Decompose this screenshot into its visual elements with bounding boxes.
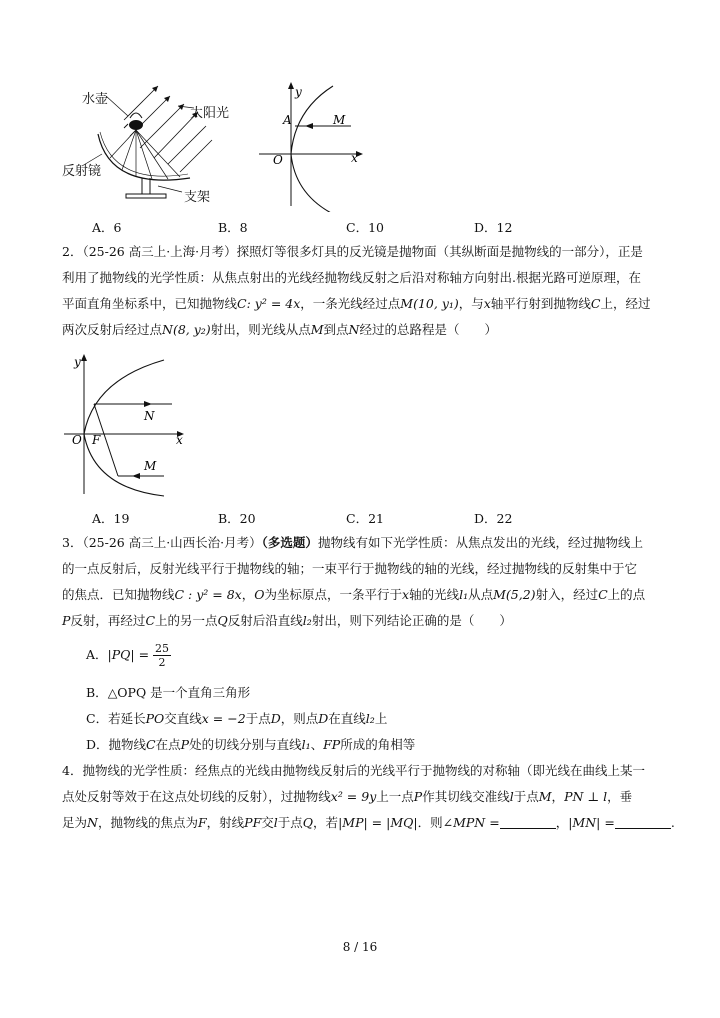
- q3-number: 3．: [62, 535, 83, 550]
- fig3-point-n: N: [144, 409, 155, 423]
- q1-option-c[interactable]: C．10: [346, 220, 384, 235]
- q4-line-3: 足为N，抛物线的焦点为F，射线PF交l于点Q，若|MP| = |MQ|．则∠MPN = ，|MN| = .: [62, 815, 675, 830]
- q2-line-2: 利用了抛物线的光学性质：从焦点射出的光线经抛物线反射之后沿对称轴方向射出.根据光路可逆原理，在: [62, 270, 641, 285]
- q2-line-1: 2．（25-26 高三上·上海·月考）探照灯等很多灯具的反光镜是抛物面（其纵断面是抛物线的一部分），正是: [62, 244, 643, 259]
- q1-option-d[interactable]: D．12: [474, 220, 513, 235]
- q3-tag: （多选题）: [261, 535, 318, 550]
- fig2-origin: O: [273, 153, 283, 167]
- q4-line-2: 点处反射等效于在这点处切线的反射），过抛物线x² = 9y上一点P作其切线交准线l于点M，PN ⊥ l，垂: [62, 789, 633, 804]
- fig2-point-m: M: [333, 113, 346, 127]
- fig3-point-m: M: [144, 459, 157, 473]
- q3-option-c[interactable]: C．若延长PO交直线x = −2于点D，则点D在直线l₂上: [86, 711, 388, 726]
- parabola-figure-1: [255, 82, 375, 212]
- fig2-point-a: A: [283, 113, 292, 127]
- q3-line-2: 的一点反射后，反射光线平行于抛物线的轴；一束平行于抛物线的轴的光线，经过抛物线的反射集中于它: [62, 561, 638, 576]
- answer-blank-mn[interactable]: [615, 816, 671, 829]
- page-number: 8 / 16: [342, 940, 378, 954]
- answer-blank-angle[interactable]: [500, 816, 556, 829]
- label-sunlight: 太阳光: [190, 106, 230, 121]
- q2-number: 2．: [62, 244, 83, 259]
- q3-option-a[interactable]: A．|PQ| = $\frac{25}{2}$: [86, 642, 170, 669]
- q3-option-b[interactable]: B．△OPQ 是一个直角三角形: [86, 685, 251, 700]
- q3-option-d[interactable]: D．抛物线C在点P处的切线分别与直线l₁、FP所成的角相等: [86, 737, 416, 752]
- q3-line-3: 的焦点．已知抛物线C : y² = 8x，O为坐标原点，一条平行于x轴的光线l₁从点M(5,2)射入，经过C上的点: [62, 587, 646, 602]
- fig3-axis-x: x: [176, 433, 183, 447]
- q2-option-c[interactable]: C．21: [346, 511, 384, 526]
- q2-option-d[interactable]: D．22: [474, 511, 513, 526]
- fig2-axis-x: x: [351, 151, 358, 165]
- q4-line-1: 4．抛物线的光学性质：经焦点的光线由抛物线反射后的光线平行于抛物线的对称轴（即光线在曲线上某一: [62, 763, 645, 778]
- q2-option-a[interactable]: A．19: [92, 511, 130, 526]
- q1-option-a[interactable]: A．6: [92, 220, 122, 235]
- label-kettle: 水壶: [82, 92, 109, 107]
- q2-source: （25-26 高三上·上海·月考）: [82, 244, 237, 259]
- label-stand: 支架: [184, 190, 211, 205]
- fig3-focus-f: F: [92, 433, 101, 447]
- label-mirror: 反射镜: [62, 164, 102, 179]
- q3-line-1: 3．（25-26 高三上·山西长治·月考）（多选题）抛物线有如下光学性质：从焦点发出的光线，经过抛物线上: [62, 535, 643, 550]
- q4-number: 4．: [62, 763, 83, 778]
- q3-source: （25-26 高三上·山西长治·月考）: [82, 535, 262, 550]
- q1-option-b[interactable]: B．8: [218, 220, 248, 235]
- fraction: $\frac{25}{2}$: [155, 642, 170, 669]
- q3-line-4: P反射，再经过C上的另一点Q反射后沿直线l₂射出，则下列结论正确的是（ ）: [62, 613, 512, 628]
- fig3-origin: O: [72, 433, 82, 447]
- fig3-axis-y: y: [74, 355, 81, 369]
- parabola-figure-2: [60, 352, 200, 498]
- q2-option-b[interactable]: B．20: [218, 511, 256, 526]
- fig2-axis-y: y: [295, 85, 302, 99]
- q2-line-4: 两次反射后经过点N(8, y₂)射出，则光线从点M到点N经过的总路程是（ ）: [62, 322, 497, 337]
- q2-line-3: 平面直角坐标系中，已知抛物线C: y² = 4x，一条光线经过点M(10, y₁)，与x轴平行射到抛物线C上，经过: [62, 296, 651, 311]
